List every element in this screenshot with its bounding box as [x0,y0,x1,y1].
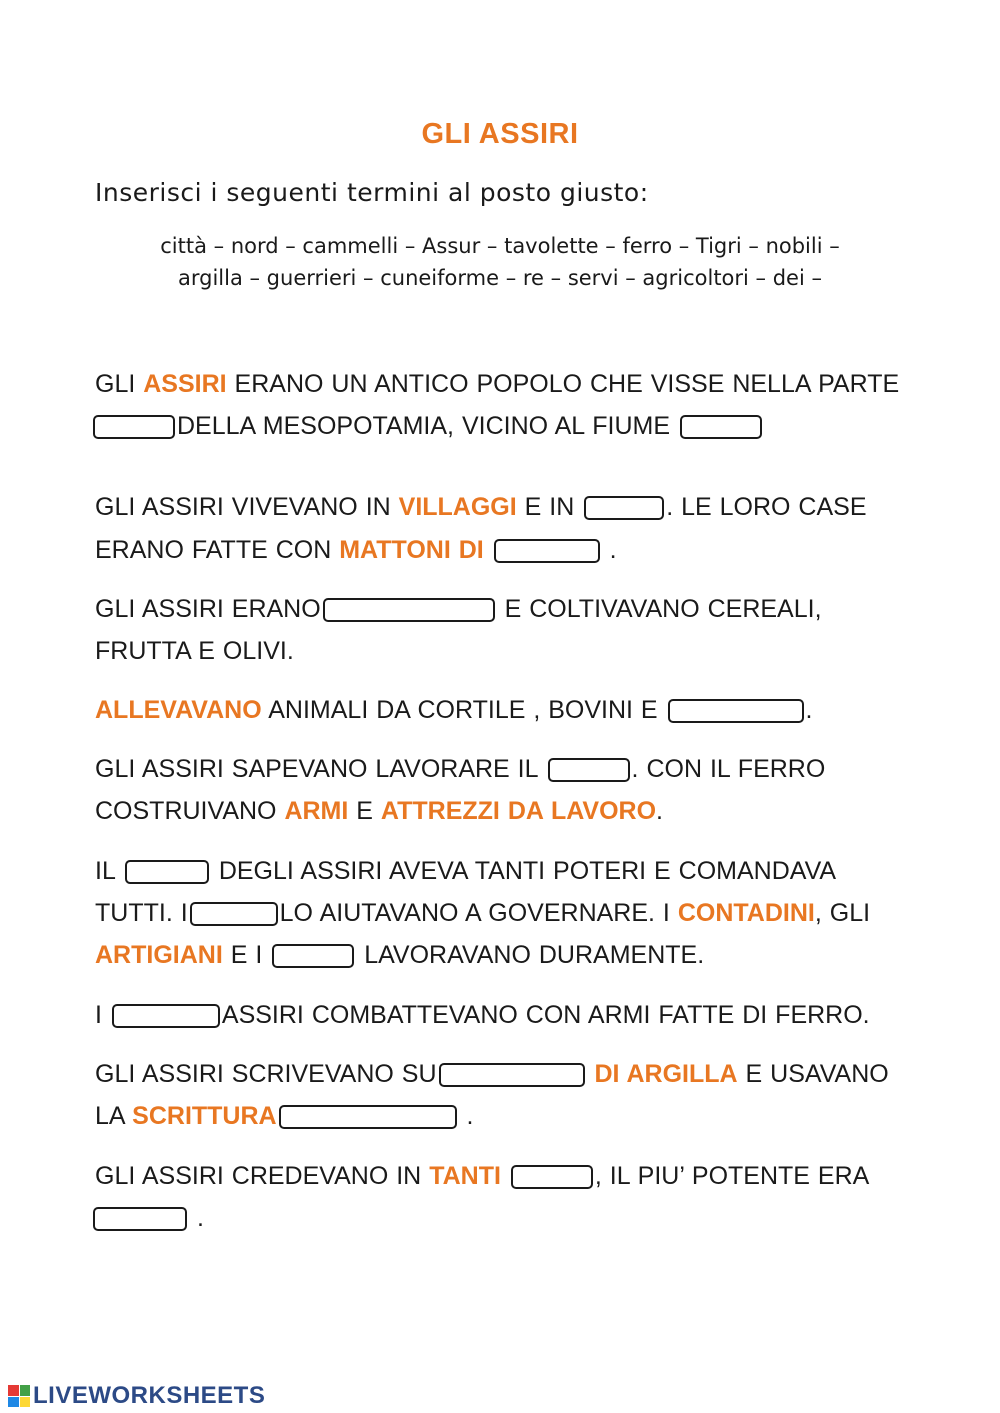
highlight-word: MATTONI DI [339,536,484,564]
highlight-word: ARMI [284,797,349,825]
sentence-line: GLI ASSIRI ERANO E COLTIVAVANO CEREALI, [95,595,822,623]
highlight-word: ALLEVAVANO [95,696,262,724]
sentence-line: COSTRUIVANO ARMI E ATTREZZI DA LAVORO. [95,797,663,825]
highlight-word: DI ARGILLA [594,1060,738,1088]
sentence-line: TUTTI. I LO AIUTAVANO A GOVERNARE. I CONTADINI, GLI [95,899,871,927]
instruction-text: Inserisci i seguenti termini al posto giusto: [95,178,649,207]
answer-blank-nobili[interactable] [190,902,278,926]
sentence-line: GLI ASSIRI SCRIVEVANO SU DI ARGILLA E USAVANO [95,1060,889,1088]
highlight-word: ARTIGIANI [95,941,223,969]
sentence-line: GLI ASSIRI VIVEVANO IN VILLAGGI E IN . LE LORO CASE [95,493,867,521]
sentence-line: GLI ASSIRI ERANO UN ANTICO POPOLO CHE VISSE NELLA PARTE [95,370,900,398]
answer-blank-ferro[interactable] [548,758,630,782]
page-title: GLI ASSIRI [421,118,579,150]
answer-blank-agricoltori[interactable] [323,598,495,622]
answer-blank-assur[interactable] [93,1207,187,1231]
sentence-line: FRUTTA E OLIVI. [95,637,294,665]
sentence-line: GLI ASSIRI CREDEVANO IN TANTI , IL PIU’ POTENTE ERA [95,1162,870,1190]
answer-blank-nord[interactable] [93,415,175,439]
answer-blank-cammelli[interactable] [668,699,804,723]
highlight-word: ATTREZZI DA LAVORO [380,797,657,825]
highlight-word: VILLAGGI [398,493,517,521]
sentence-line: I ASSIRI COMBATTEVANO CON ARMI FATTE DI FERRO. [95,1001,870,1029]
sentence-line: IL DEGLI ASSIRI AVEVA TANTI POTERI E COMANDAVA [95,857,837,885]
highlight-word: CONTADINI [677,899,815,927]
sentence-line: ERANO FATTE CON MATTONI DI . [95,536,617,564]
highlight-word: TANTI [429,1162,501,1190]
terms-list-line-1: città – nord – cammelli – Assur – tavolette – ferro – Tigri – nobili – [160,234,840,258]
terms-list-line-2: argilla – guerrieri – cuneiforme – re – servi – agricoltori – dei – [178,266,822,290]
sentence-line: LA SCRITTURA . [95,1102,474,1130]
highlight-word: SCRITTURA [132,1102,277,1130]
highlight-word: ASSIRI [143,370,227,398]
answer-blank-citta[interactable] [584,496,664,520]
answer-blank-cuneiforme[interactable] [279,1105,457,1129]
answer-blank-tigri[interactable] [680,415,762,439]
answer-blank-argilla[interactable] [494,539,600,563]
sentence-line: ALLEVAVANO ANIMALI DA CORTILE , BOVINI E . [95,696,813,724]
answer-blank-servi[interactable] [272,944,354,968]
sentence-line: DELLA MESOPOTAMIA, VICINO AL FIUME [91,408,764,444]
sentence-line: . [91,1200,204,1236]
liveworksheets-logo[interactable] [8,1380,265,1412]
answer-blank-guerrieri[interactable] [112,1004,220,1028]
logo-blocks-icon [8,1385,30,1407]
answer-blank-dei[interactable] [511,1165,593,1189]
sentence-line: ARTIGIANI E I LAVORAVANO DURAMENTE. [95,941,705,969]
sentence-line: GLI ASSIRI SAPEVANO LAVORARE IL . CON IL FERRO [95,755,826,783]
brand-name: LIVEWORKSHEETS [33,1382,266,1409]
answer-blank-re[interactable] [125,860,209,884]
answer-blank-tavolette[interactable] [439,1063,585,1087]
